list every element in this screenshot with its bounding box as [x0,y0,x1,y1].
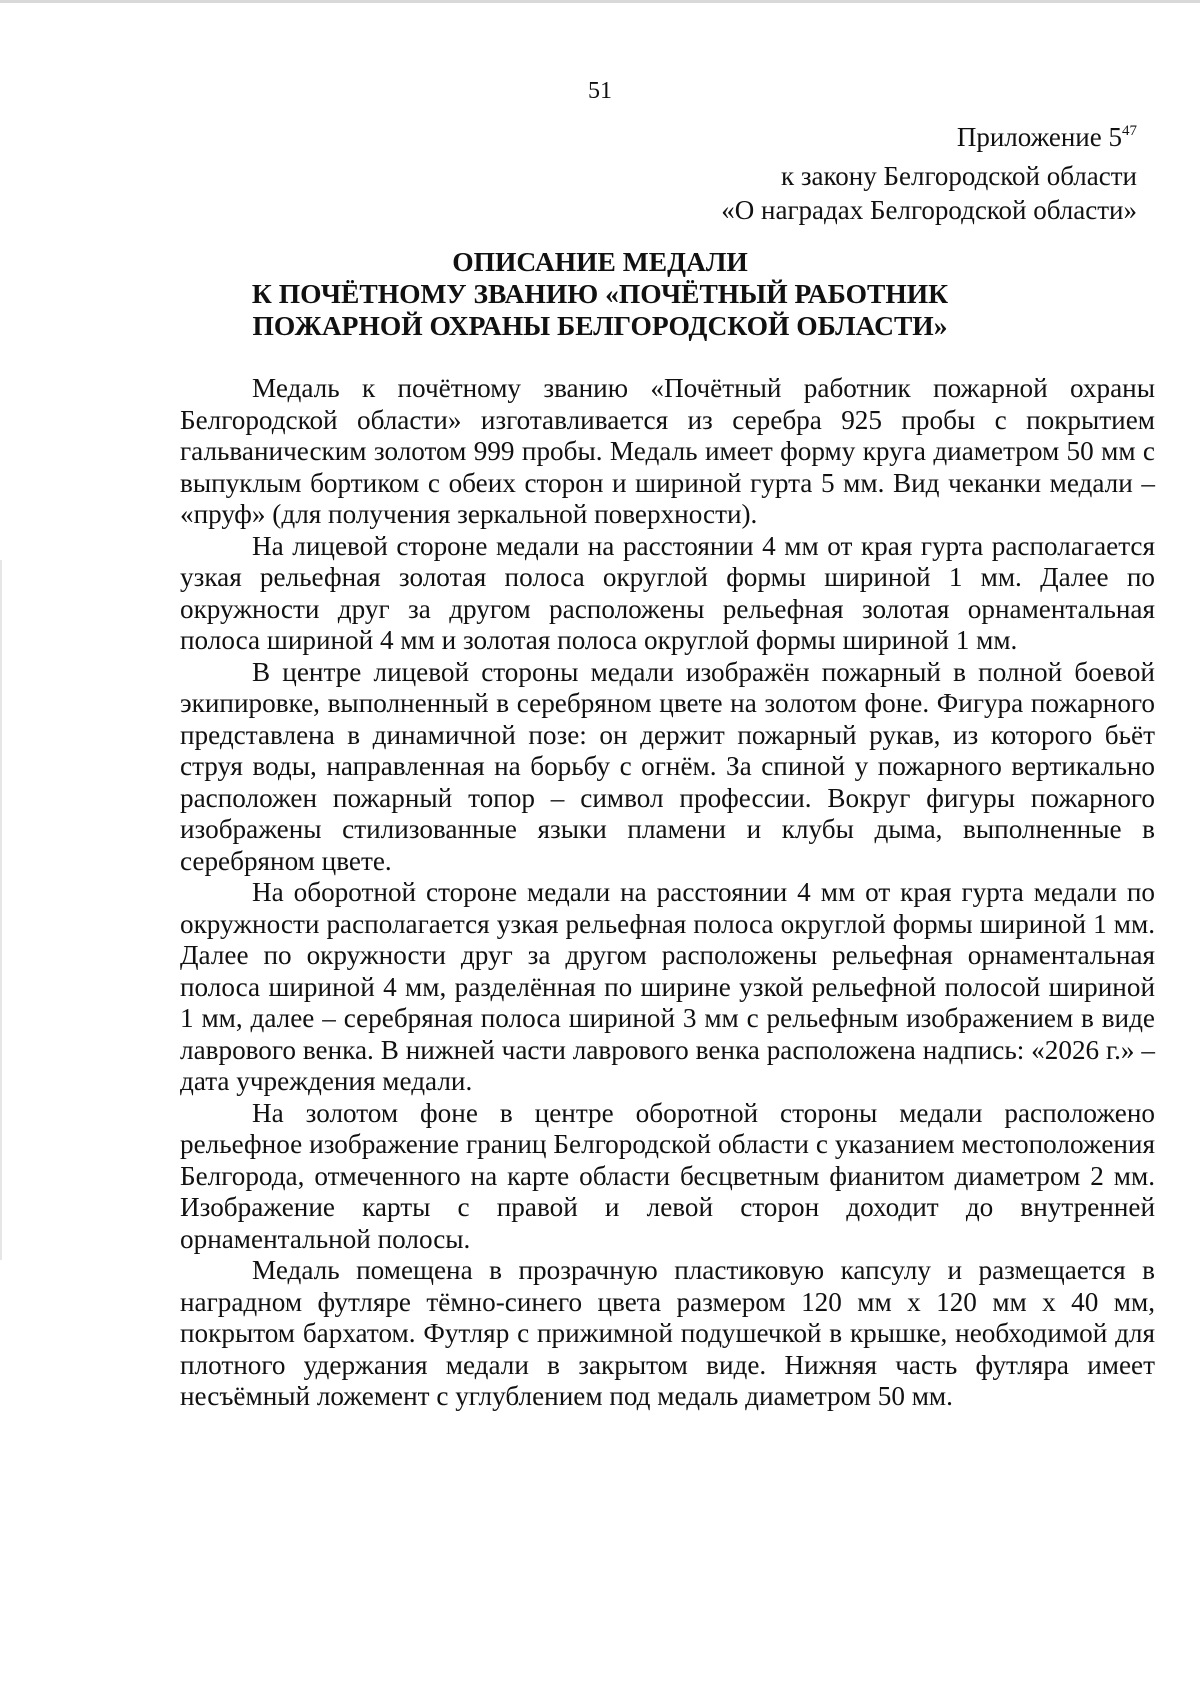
paragraph-general: Медаль к почётному званию «Почётный работник пожарной охраны Белгородской области» изготавливается из серебра 925 пробы с покрытием гальваническим золотом 999 пробы. Медаль имеет форму круга диаметром 50 мм с выпуклым бортиком с обеих сторон и шириной гурта 5 мм. Вид чеканки медали – «пруф» (для получения зеркальной поверхности). [180,373,1155,529]
appendix-label: Приложение 5 [956,122,1122,152]
title-line-2: К ПОЧЁТНОМУ ЗВАНИЮ «ПОЧЁТНЫЙ РАБОТНИК [251,278,949,309]
appendix-reference [721,120,1137,227]
page-number: 51 [588,78,612,104]
scan-edge-left [0,560,2,1260]
appendix-superscript: 47 [1122,123,1137,139]
paragraph-reverse-center: На золотом фоне в центре оборотной стороны медали расположено рельефное изображение границ Белгородской области с указанием местоположения Белгорода, отмеченного на карте области бесцветным фианитом диаметром 2 мм. Изображение карты с правой и левой сторон доходит до внутренней орнаментальной полосы. [180,1097,1155,1254]
document-body [180,373,1155,1413]
paragraph-reverse-bands: На оборотной стороне медали на расстоянии 4 мм от края гурта медали по окружности располагается узкая рельефная полоса округлой формы шириной 1 мм. Далее по окружности друг за другом расположены рельефная орнаментальная полоса шириной 4 мм, разделённая по ширине узкой рельефной полосой шириной 1 мм, далее – серебряная полоса шириной 3 мм с рельефным изображением в виде лаврового венка. В нижней части лаврового венка расположена надпись: «2026 г.» – дата учреждения медали. [180,877,1155,1096]
appendix-line-2: к закону Белгородской области [781,161,1137,191]
appendix-line-3: «О наградах Белгородской области» [721,195,1137,225]
paragraph-obverse-bands: На лицевой стороне медали на расстоянии 4 мм от края гурта располагается узкая рельефная золотая полоса округлой формы шириной 1 мм. Далее по окружности друг за другом расположены рельефная золотая орнаментальная полоса шириной 4 мм и золотая полоса округлой формы шириной 1 мм. [180,530,1155,655]
appendix-line-1 [721,120,1137,159]
title-line-3: ПОЖАРНОЙ ОХРАНЫ БЕЛГОРОДСКОЙ ОБЛАСТИ» [252,310,948,341]
title-line-1: ОПИСАНИЕ МЕДАЛИ [452,246,748,277]
scan-edge-top [0,0,1200,3]
paragraph-obverse-center: В центре лицевой стороны медали изображён пожарный в полной боевой экипировке, выполненный в серебряном цвете на золотом фоне. Фигура пожарного представлена в динамичной позе: он держит пожарный рукав, из которого бьёт струя воды, направленная на борьбу с огнём. За спиной у пожарного вертикально расположен пожарный топор – символ профессии. Вокруг фигуры пожарного изображены стилизованные языки пламени и клубы дыма, выполненные в серебряном цвете. [180,656,1155,876]
document-title [150,246,1050,342]
paragraph-case: Медаль помещена в прозрачную пластиковую капсулу и размещается в наградном футляре тёмно-синего цвета размером 120 мм x 120 мм x 40 мм, покрытом бархатом. Футляр с прижимной подушечкой в крышке, необходимой для плотного удержания медали в закрытом виде. Нижняя часть футляра имеет несъёмный ложемент с углублением под медаль диаметром 50 мм. [180,1255,1155,1411]
